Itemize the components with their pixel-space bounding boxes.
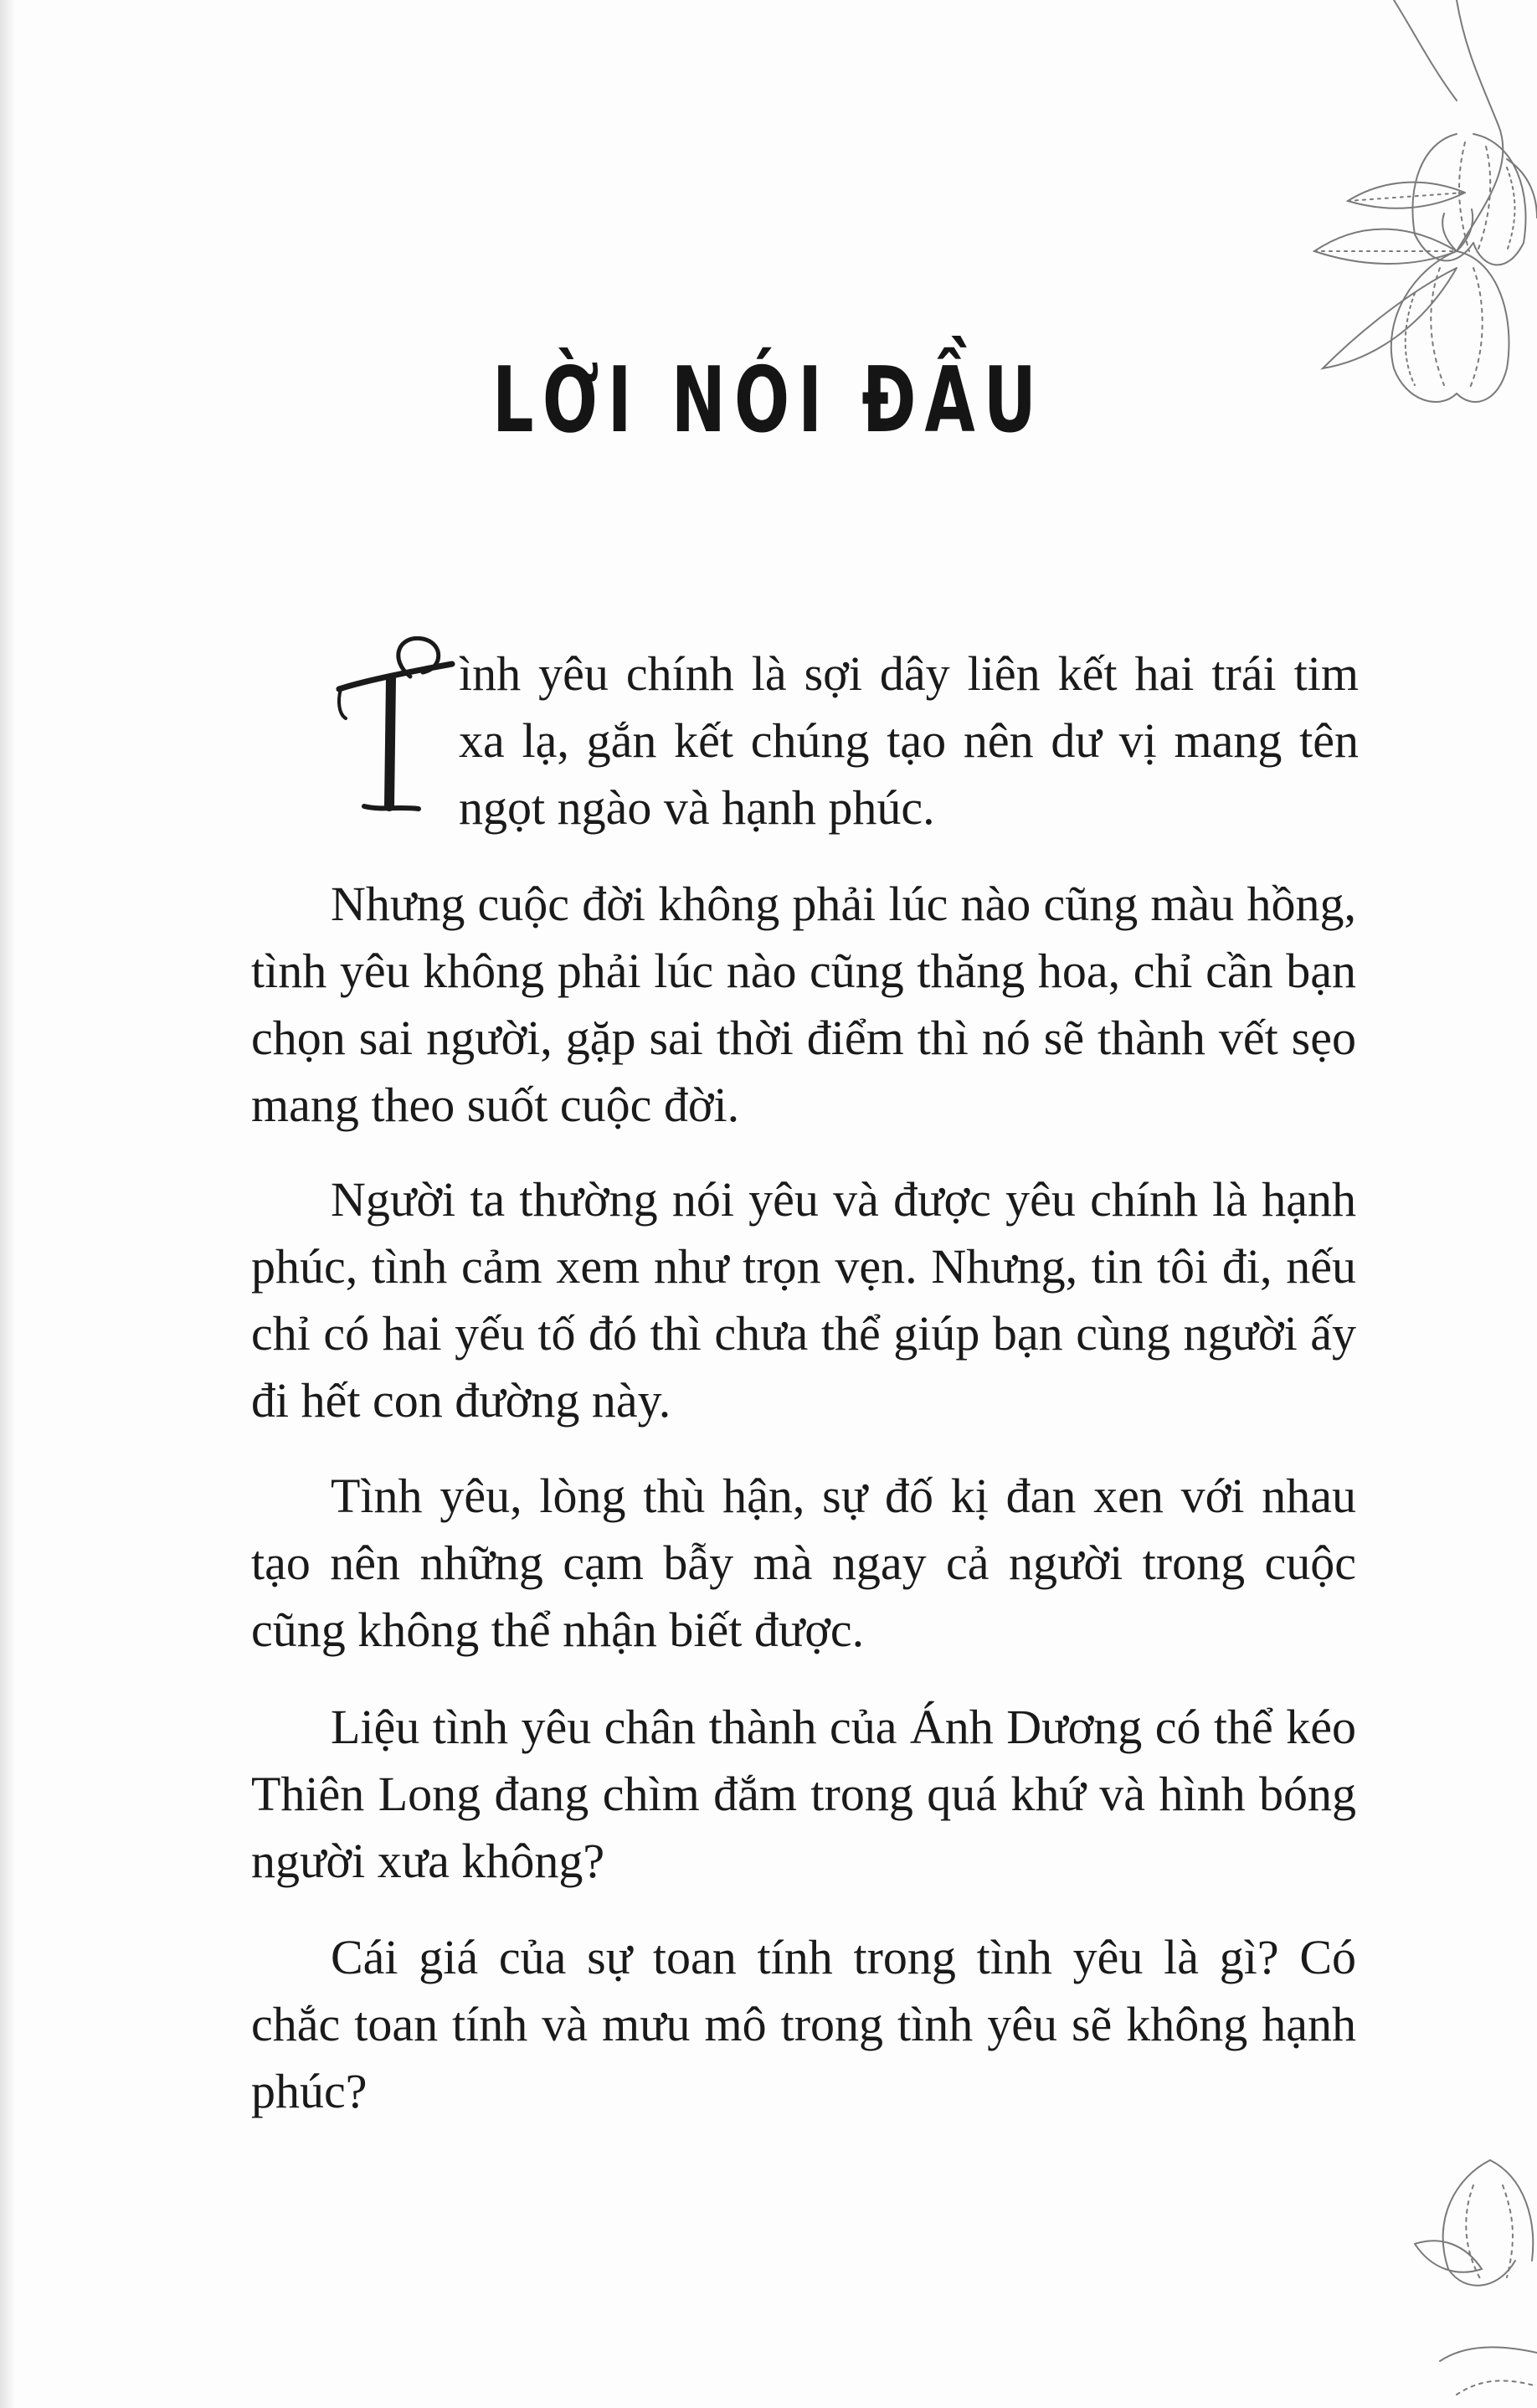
paragraph-3: Người ta thường nói yêu và được yêu chính là hạnh phúc, tình cảm xem như trọn vẹn. Nhưng, tin tôi đi, nếu chỉ có hai yếu tố đó thì chưa thể giúp bạn cùng người ấy đi hết con đường này. xyxy=(251,1172,1356,1428)
paragraph-2: Nhưng cuộc đời không phải lúc nào cũng màu hồng, tình yêu không phải lúc nào cũng thăng hoa, chỉ cần bạn chọn sai người, gặp sai thời điểm thì nó sẽ thành vết sẹo mang theo suốt cuộc đời. xyxy=(251,877,1356,1132)
paragraph-1: ình yêu chính là sợi dây liên kết hai trái tim xa lạ, gắn kết chúng tạo nên dư vị mang tên ngọt ngào và hạnh phúc. xyxy=(459,646,1359,835)
page-title: LỜI NÓI ĐẦU xyxy=(491,348,1046,453)
page-gutter-shadow xyxy=(0,0,15,2408)
dropcap-letter-t xyxy=(331,626,456,827)
paragraph-4: Tình yêu, lòng thù hận, sự đố kị đan xen với nhau tạo nên những cạm bẫy mà ngay cả người trong cuộc cũng không thể nhận biết được. xyxy=(251,1469,1356,1657)
paragraph-6: Cái giá của sự toan tính trong tình yêu là gì? Có chắc toan tính và mưu mô trong tình yêu sẽ không hạnh phúc? xyxy=(251,1930,1356,2118)
paragraph-5: Liệu tình yêu chân thành của Ánh Dương có thể kéo Thiên Long đang chìm đắm trong quá khứ và hình bóng người xưa không? xyxy=(251,1700,1356,1888)
floral-sketch-bottom-icon xyxy=(1390,2143,1537,2408)
